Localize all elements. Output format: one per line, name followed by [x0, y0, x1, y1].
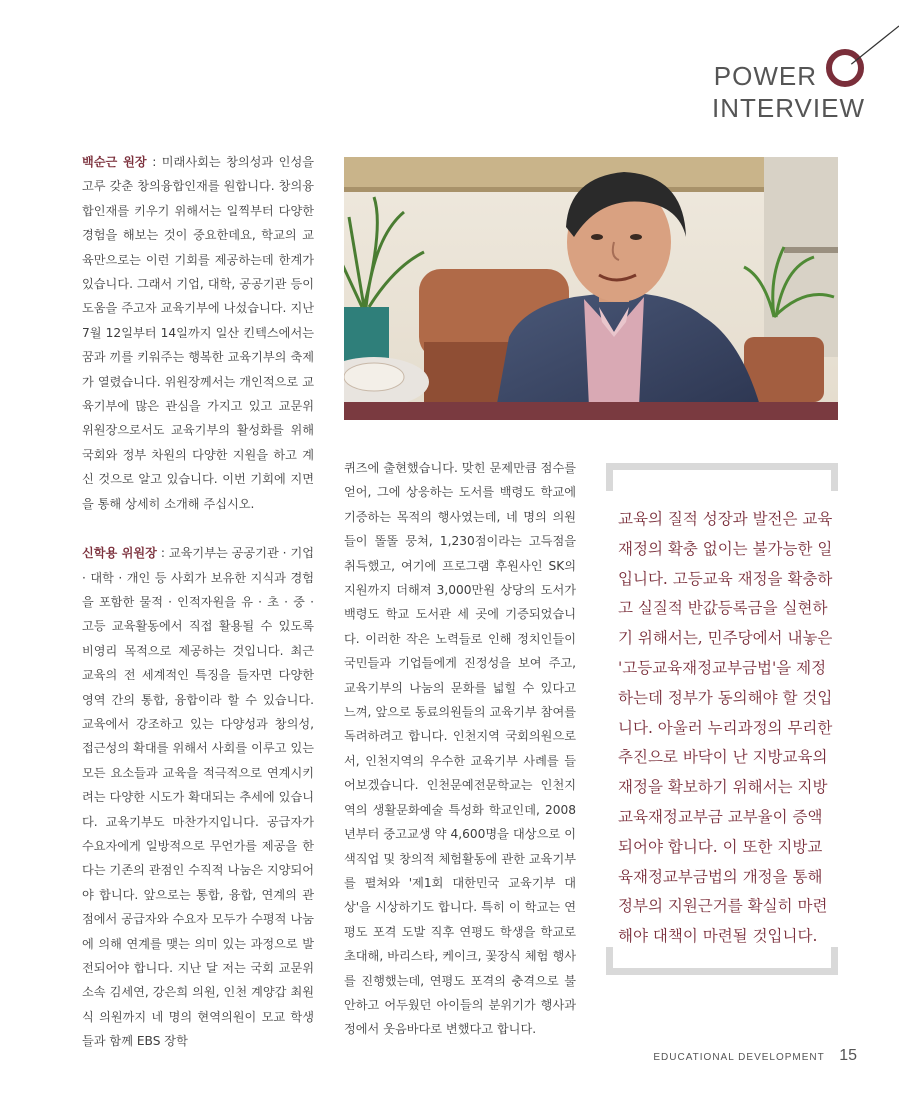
article-column-1: [82, 150, 314, 1054]
quote-bracket-top: [606, 463, 838, 491]
header-line1: POWER: [713, 61, 817, 91]
pull-quote: [606, 463, 838, 975]
interviewee-name: 신학용 위원장: [82, 546, 157, 561]
quote-text: 교육의 질적 성장과 발전은 교육재정의 확충 없이는 불가능한 일입니다. 고등교육 재정을 확충하고 실질적 반값등록금을 실현하기 위해서는, 민주당에서 내놓은 '고등교육재정교부금법'을 제정하는데 정부가 동의해야 할 것입니다. 아울러 누리과정의 무리한 추진으로 바닥이 난 지방교육의 재정을 확보하기 위해서는 지방교육재정교부금 교부율이 증액되어야 합니다. 이 또한 지방교육재정교부금법의 개정을 통해 정부의 지원근거를 확실히 마련해야 대책이 마련될 것입니다.: [618, 510, 833, 946]
column2-text: 퀴즈에 출현했습니다. 맞힌 문제만큼 점수를 얻어, 그에 상응하는 도서를 백령도 학교에 기증하는 목적의 행사였는데, 네 명의 의원들이 똘똘 뭉쳐, 1,230점이라는 고득점을 취득했고, 여기에 프로그램 후원사인 SK의 지원까지 더해져 3,000만원 상당의 도서가 백령도 학교 도서관 세 곳에 기증되었습니다. 이러한 작은 노력들로 인해 정치인들이 국민들과 기업들에게 진정성을 보여 주고, 교육기부의 나눔의 문화를 넓힐 수 있다고 느껴, 앞으로 동료의원들의 교육기부 참여를 독려하려고 합니다. 인천지역 국회의원으로서, 인천지역의 우수한 교육기부 사례를 들어보겠습니다. 인천문예전문학교는 인천지역의 생활문화예술 특성화 학교인데, 2008년부터 중고교생 약 4,600명을 대상으로 이색직업 및 창의적 체험활동에 관한 교육기부를 펼쳐와 '제1회 대한민국 교육기부 대상'을 시상하기도 합니다. 특히 이 학교는 연평도 포격 도발 직후 연평도 학생을 학교로 초대해, 바리스타, 케이크, 꽃장식 체험 행사를 진행했는데, 연평도 포격의 충격으로 불안하고 어두웠던 아이들의 분위기가 행사과정에서 웃음바다로 변했다고 합니다.: [344, 461, 576, 1037]
header-line-decoration: [845, 22, 899, 70]
question-paragraph: [82, 150, 314, 516]
quote-bracket-bottom: [606, 947, 838, 975]
article-column-2: [344, 456, 576, 1042]
answer-text: : 교육기부는 공공기관 · 기업 · 대학 · 개인 등 사회가 보유한 지식과 경험을 포함한 물적 · 인적자원을 유 · 초 · 중 · 고등 교육활동에서 직접 활용될 수 있도록 비영리 목적으로 제공하는 것입니다. 최근 교육의 전 세계적인 특징을 들자면 다양한 영역 간의 통합, 융합이라 할 수 있습니다. 교육에서 강조하고 있는 다양성과 창의성, 접근성의 확대를 위해서 사회를 이루고 있는 모든 요소들과 교육을 적극적으로 연계시키려는 다양한 시도가 확대되는 추세에 있습니다. 교육기부도 마찬가지입니다. 공급자가 수요자에게 일방적으로 무언가를 제공을 한다는 기존의 관점인 수직적 나눔은 지양되어야 합니다. 앞으로는 통합, 융합, 연계의 관점에서 공급자와 수요자 모두가 수평적 나눔에 의해 연계를 맺는 의미 있는 과정으로 발전되어야 합니다. 지난 달 저는 국회 교문위 소속 김세연, 강은희 의원, 인천 계양갑 최원식 의원까지 네 명의 현역의원이 모교 학생들과 함께 EBS 장학: [82, 546, 315, 1049]
publication-name: EDUCATIONAL DEVELOPMENT: [653, 1052, 825, 1063]
question-text: : 미래사회는 창의성과 인성을 고루 갖춘 창의융합인재를 원합니다. 창의융합인재를 키우기 위해서는 일찍부터 다양한 경험을 해보는 것이 중요한데요, 학교의 교육만으로는 이런 기회를 제공하는데 한계가 있습니다. 그래서 기업, 대학, 공공기관 등이 도움을 주고자 교육기부에 나섰습니다. 지난 7월 12일부터 14일까지 일산 킨텍스에서는 꿈과 끼를 키워주는 행복한 교육기부의 축제가 열렸습니다. 위원장께서는 개인적으로 교육기부에 많은 관심을 가지고 있고 교문위 위원장으로서도 교육기부의 활성화를 위해 국회와 정부 차원의 다양한 지원을 하고 계신 것으로 알고 있습니다. 이번 기회에 지면을 통해 상세히 소개해 주십시오.: [82, 155, 314, 511]
page-number: 15: [839, 1047, 857, 1064]
interviewer-name: 백순근 원장: [82, 155, 147, 169]
answer-paragraph: [82, 541, 314, 1054]
header-line2: INTERVIEW: [712, 93, 865, 123]
interview-photo: [344, 157, 838, 420]
page-footer: [653, 1047, 857, 1065]
